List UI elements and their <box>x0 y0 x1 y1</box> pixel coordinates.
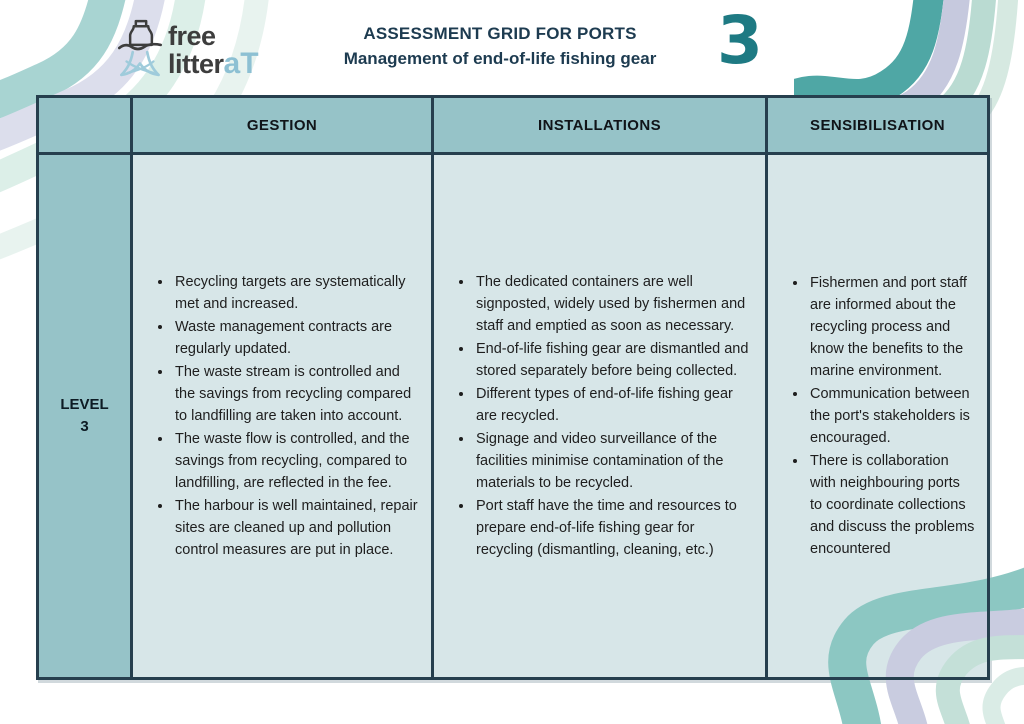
fish-bottle-logo-icon <box>118 18 164 78</box>
installations-cell <box>434 155 765 677</box>
bullet-item: • The dedicated containers are well signposted, widely used by fishermen and staff and emptied as soon as necessary. <box>474 271 753 337</box>
logo-word-free: free <box>168 21 216 51</box>
logo-word-litter: litter <box>168 48 224 79</box>
bullet-item: • There is collaboration with neighbouring ports to coordinate collections and discuss the problems encountered <box>808 450 975 560</box>
corner-header-cell <box>39 98 130 152</box>
assessment-grid-table <box>36 95 990 680</box>
level-number: 3 <box>80 418 89 435</box>
column-header-gestion: GESTION <box>133 98 431 152</box>
sensibilisation-bullet-list <box>768 261 987 571</box>
title-line-1: ASSESSMENT GRID FOR PORTS <box>363 24 637 43</box>
bullet-item: • End-of-life fishing gear are dismantled and stored separately before being collected. <box>474 338 753 382</box>
bullet-item: • Different types of end-of-life fishing gear are recycled. <box>474 383 753 427</box>
column-header-installations: INSTALLATIONS <box>434 98 765 152</box>
bullet-item: • Communication between the port's stakeholders is encouraged. <box>808 383 975 449</box>
bullet-item: • The waste flow is controlled, and the savings from recycling, compared to landfilling, are reflected in the fee. <box>173 428 419 494</box>
bullet-item: • The harbour is well maintained, repair sites are cleaned up and pollution control measures are put in place. <box>173 495 419 561</box>
title-line-2: Management of end-of-life fishing gear <box>343 49 657 68</box>
bullet-item: • Recycling targets are systematically met and increased. <box>173 271 419 315</box>
page-number-badge: 3 <box>717 2 763 79</box>
row-header-level-3 <box>39 155 130 677</box>
bullet-item: • Port staff have the time and resources to prepare end-of-life fishing gear for recycling (dismantling, cleaning, etc.) <box>474 495 753 561</box>
level-label: LEVEL <box>60 395 109 413</box>
gestion-bullet-list <box>133 260 431 572</box>
bullet-item: • Waste management contracts are regularly updated. <box>173 316 419 360</box>
installations-bullet-list <box>434 260 765 572</box>
document-title <box>280 24 720 69</box>
sensibilisation-cell <box>768 155 987 677</box>
bullet-item: • The waste stream is controlled and the savings from recycling compared to landfilling are taken into account. <box>173 361 419 427</box>
column-header-sensibilisation: SENSIBILISATION <box>768 98 987 152</box>
logo-word-at: aT <box>223 46 259 80</box>
gestion-cell <box>133 155 431 677</box>
bullet-item: • Signage and video surveillance of the facilities minimise contamination of the materials to be recycled. <box>474 428 753 494</box>
bullet-item: • Fishermen and port staff are informed about the recycling process and know the benefits to the marine environment. <box>808 272 975 382</box>
freelitterat-logo <box>118 16 259 78</box>
